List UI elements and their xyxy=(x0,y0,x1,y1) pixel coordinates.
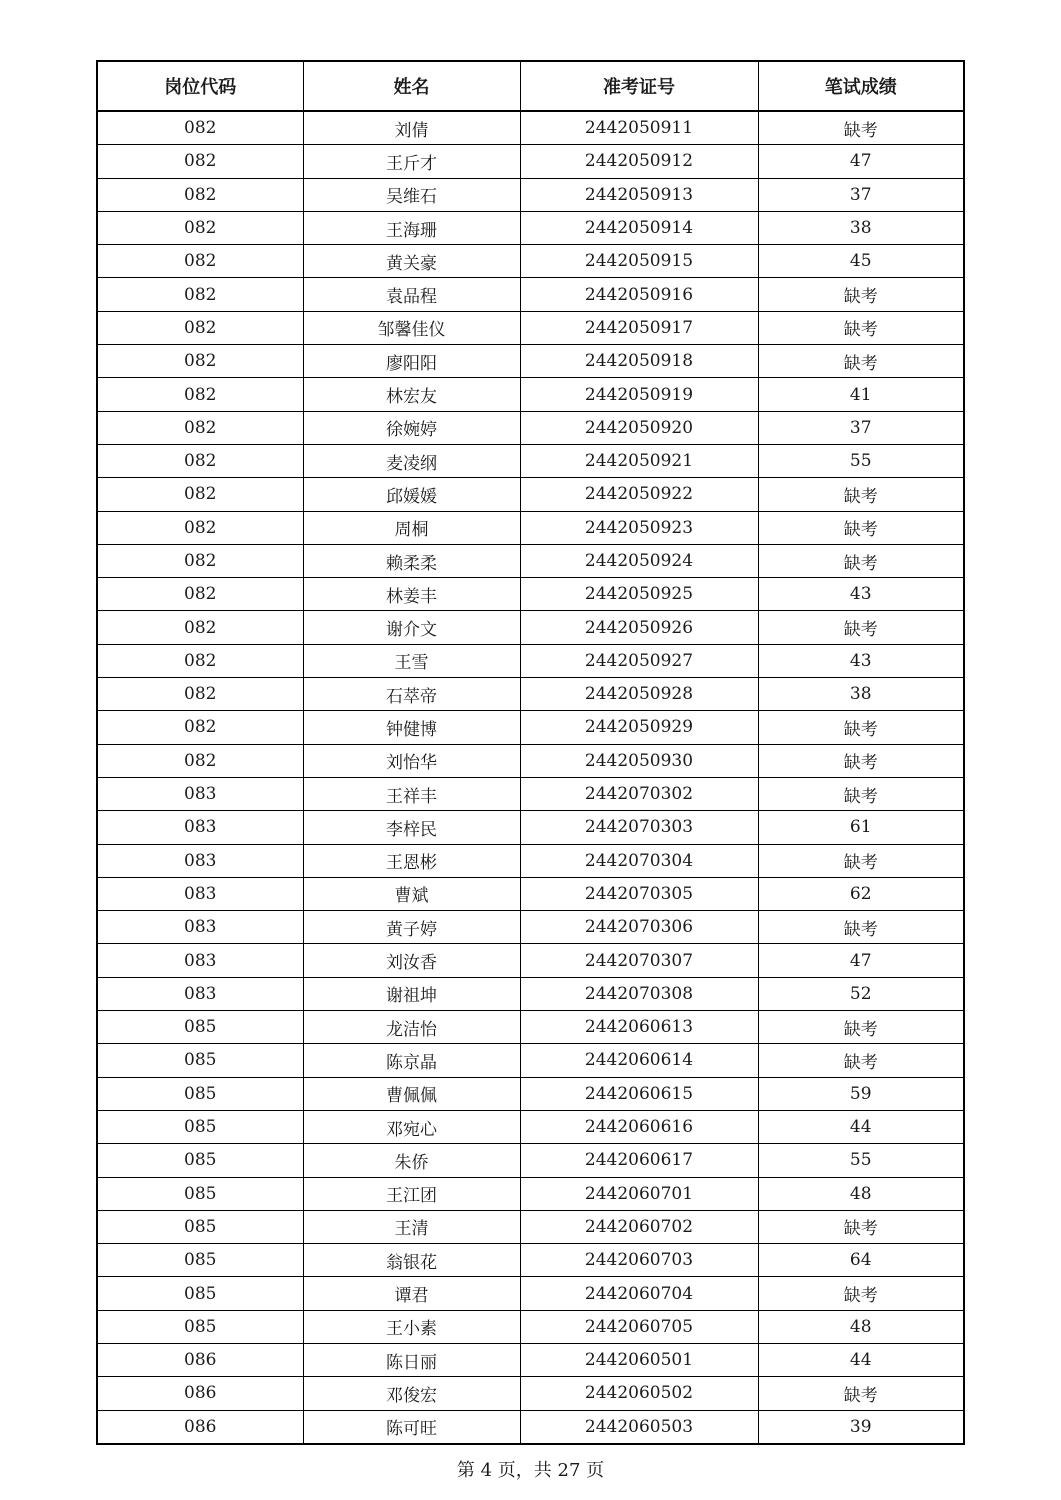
cell-position-code: 082 xyxy=(97,411,303,444)
cell-position-code: 086 xyxy=(97,1410,303,1444)
cell-name: 袁品程 xyxy=(303,278,520,311)
cell-exam-id: 2442060703 xyxy=(520,1244,758,1277)
cell-exam-id: 2442050919 xyxy=(520,378,758,411)
table-row xyxy=(97,877,964,910)
table-row xyxy=(97,611,964,644)
cell-position-code: 086 xyxy=(97,1343,303,1376)
cell-name: 曹斌 xyxy=(303,877,520,910)
table-row xyxy=(97,578,964,611)
cell-written-score: 47 xyxy=(758,944,964,977)
cell-position-code: 082 xyxy=(97,245,303,278)
table-header-row xyxy=(97,61,964,111)
cell-written-score: 缺考 xyxy=(758,611,964,644)
table-row xyxy=(97,1177,964,1210)
cell-exam-id: 2442060617 xyxy=(520,1144,758,1177)
cell-exam-id: 2442060616 xyxy=(520,1110,758,1143)
cell-exam-id: 2442050927 xyxy=(520,644,758,677)
cell-name: 王雪 xyxy=(303,644,520,677)
cell-position-code: 085 xyxy=(97,1177,303,1210)
cell-written-score: 45 xyxy=(758,245,964,278)
cell-position-code: 083 xyxy=(97,877,303,910)
cell-written-score: 缺考 xyxy=(758,1377,964,1410)
cell-position-code: 082 xyxy=(97,178,303,211)
cell-exam-id: 2442060614 xyxy=(520,1044,758,1077)
cell-exam-id: 2442050915 xyxy=(520,245,758,278)
table-row xyxy=(97,711,964,744)
cell-position-code: 083 xyxy=(97,944,303,977)
table-row xyxy=(97,1410,964,1444)
table-row xyxy=(97,844,964,877)
table-row xyxy=(97,245,964,278)
cell-name: 王清 xyxy=(303,1210,520,1243)
cell-position-code: 082 xyxy=(97,478,303,511)
table-row xyxy=(97,111,964,145)
cell-name: 王江团 xyxy=(303,1177,520,1210)
cell-name: 邱媛媛 xyxy=(303,478,520,511)
cell-exam-id: 2442050930 xyxy=(520,744,758,777)
cell-written-score: 37 xyxy=(758,411,964,444)
cell-name: 刘汝香 xyxy=(303,944,520,977)
cell-written-score: 44 xyxy=(758,1110,964,1143)
cell-exam-id: 2442050917 xyxy=(520,311,758,344)
table-row xyxy=(97,345,964,378)
cell-position-code: 085 xyxy=(97,1144,303,1177)
header-position-code: 岗位代码 xyxy=(97,61,303,111)
cell-written-score: 缺考 xyxy=(758,311,964,344)
cell-name: 刘倩 xyxy=(303,111,520,145)
cell-name: 赖柔柔 xyxy=(303,544,520,577)
cell-position-code: 082 xyxy=(97,611,303,644)
cell-exam-id: 2442050913 xyxy=(520,178,758,211)
cell-written-score: 缺考 xyxy=(758,345,964,378)
cell-written-score: 缺考 xyxy=(758,1210,964,1243)
table-row xyxy=(97,378,964,411)
table-row xyxy=(97,1144,964,1177)
cell-position-code: 082 xyxy=(97,711,303,744)
cell-exam-id: 2442050921 xyxy=(520,444,758,477)
cell-position-code: 082 xyxy=(97,511,303,544)
table-row xyxy=(97,1244,964,1277)
cell-written-score: 38 xyxy=(758,211,964,244)
cell-position-code: 082 xyxy=(97,744,303,777)
cell-position-code: 086 xyxy=(97,1377,303,1410)
cell-exam-id: 2442060701 xyxy=(520,1177,758,1210)
cell-exam-id: 2442070302 xyxy=(520,777,758,810)
table-row xyxy=(97,744,964,777)
header-exam-id: 准考证号 xyxy=(520,61,758,111)
cell-name: 吴维石 xyxy=(303,178,520,211)
table-row xyxy=(97,811,964,844)
table-row xyxy=(97,1377,964,1410)
table-row xyxy=(97,511,964,544)
cell-written-score: 47 xyxy=(758,145,964,178)
cell-name: 麦凌纲 xyxy=(303,444,520,477)
table-row xyxy=(97,145,964,178)
cell-exam-id: 2442050925 xyxy=(520,578,758,611)
cell-name: 钟健博 xyxy=(303,711,520,744)
cell-position-code: 083 xyxy=(97,977,303,1010)
cell-name: 周桐 xyxy=(303,511,520,544)
cell-exam-id: 2442060702 xyxy=(520,1210,758,1243)
cell-position-code: 082 xyxy=(97,644,303,677)
table-row xyxy=(97,444,964,477)
cell-exam-id: 2442050929 xyxy=(520,711,758,744)
cell-position-code: 082 xyxy=(97,111,303,145)
cell-written-score: 59 xyxy=(758,1077,964,1110)
cell-position-code: 082 xyxy=(97,345,303,378)
cell-name: 王恩彬 xyxy=(303,844,520,877)
cell-written-score: 缺考 xyxy=(758,1011,964,1044)
table-row xyxy=(97,211,964,244)
cell-exam-id: 2442060615 xyxy=(520,1077,758,1110)
cell-written-score: 55 xyxy=(758,1144,964,1177)
cell-position-code: 082 xyxy=(97,578,303,611)
cell-written-score: 48 xyxy=(758,1177,964,1210)
cell-written-score: 缺考 xyxy=(758,711,964,744)
cell-written-score: 缺考 xyxy=(758,744,964,777)
cell-name: 王祥丰 xyxy=(303,777,520,810)
cell-name: 翁银花 xyxy=(303,1244,520,1277)
cell-written-score: 缺考 xyxy=(758,544,964,577)
table-row xyxy=(97,644,964,677)
table-row xyxy=(97,178,964,211)
table-row xyxy=(97,1310,964,1343)
cell-position-code: 083 xyxy=(97,911,303,944)
table-row xyxy=(97,1343,964,1376)
cell-name: 谢祖坤 xyxy=(303,977,520,1010)
cell-exam-id: 2442070304 xyxy=(520,844,758,877)
table-body xyxy=(97,111,964,1444)
cell-written-score: 缺考 xyxy=(758,478,964,511)
cell-position-code: 082 xyxy=(97,278,303,311)
table-row xyxy=(97,411,964,444)
header-written-score: 笔试成绩 xyxy=(758,61,964,111)
cell-exam-id: 2442050916 xyxy=(520,278,758,311)
score-table xyxy=(96,60,965,1445)
cell-written-score: 缺考 xyxy=(758,777,964,810)
cell-exam-id: 2442050924 xyxy=(520,544,758,577)
cell-name: 王小素 xyxy=(303,1310,520,1343)
cell-exam-id: 2442050918 xyxy=(520,345,758,378)
table-row xyxy=(97,1011,964,1044)
table-row xyxy=(97,1277,964,1310)
header-name: 姓名 xyxy=(303,61,520,111)
cell-written-score: 43 xyxy=(758,578,964,611)
table-row xyxy=(97,278,964,311)
cell-position-code: 085 xyxy=(97,1277,303,1310)
cell-written-score: 48 xyxy=(758,1310,964,1343)
cell-exam-id: 2442050911 xyxy=(520,111,758,145)
cell-written-score: 缺考 xyxy=(758,844,964,877)
cell-exam-id: 2442050912 xyxy=(520,145,758,178)
table-row xyxy=(97,1210,964,1243)
cell-position-code: 085 xyxy=(97,1210,303,1243)
cell-exam-id: 2442070305 xyxy=(520,877,758,910)
table-row xyxy=(97,544,964,577)
cell-written-score: 55 xyxy=(758,444,964,477)
table-row xyxy=(97,777,964,810)
cell-name: 林姜丰 xyxy=(303,578,520,611)
cell-position-code: 082 xyxy=(97,211,303,244)
table-row xyxy=(97,911,964,944)
cell-written-score: 52 xyxy=(758,977,964,1010)
table-row xyxy=(97,311,964,344)
cell-position-code: 085 xyxy=(97,1110,303,1143)
cell-name: 徐婉婷 xyxy=(303,411,520,444)
cell-name: 曹佩佩 xyxy=(303,1077,520,1110)
cell-name: 谭君 xyxy=(303,1277,520,1310)
cell-written-score: 缺考 xyxy=(758,111,964,145)
cell-written-score: 62 xyxy=(758,877,964,910)
cell-written-score: 39 xyxy=(758,1410,964,1444)
cell-exam-id: 2442050914 xyxy=(520,211,758,244)
cell-position-code: 082 xyxy=(97,678,303,711)
cell-name: 李梓民 xyxy=(303,811,520,844)
cell-exam-id: 2442060502 xyxy=(520,1377,758,1410)
cell-position-code: 082 xyxy=(97,378,303,411)
cell-written-score: 缺考 xyxy=(758,1044,964,1077)
cell-name: 陈日丽 xyxy=(303,1343,520,1376)
cell-name: 陈可旺 xyxy=(303,1410,520,1444)
cell-exam-id: 2442070306 xyxy=(520,911,758,944)
cell-name: 石萃帝 xyxy=(303,678,520,711)
table-row xyxy=(97,1077,964,1110)
cell-written-score: 缺考 xyxy=(758,278,964,311)
cell-exam-id: 2442070308 xyxy=(520,977,758,1010)
cell-position-code: 085 xyxy=(97,1044,303,1077)
cell-exam-id: 2442050922 xyxy=(520,478,758,511)
cell-name: 林宏友 xyxy=(303,378,520,411)
cell-name: 刘怡华 xyxy=(303,744,520,777)
cell-exam-id: 2442070303 xyxy=(520,811,758,844)
cell-position-code: 082 xyxy=(97,311,303,344)
cell-written-score: 43 xyxy=(758,644,964,677)
cell-written-score: 61 xyxy=(758,811,964,844)
cell-name: 谢介文 xyxy=(303,611,520,644)
cell-exam-id: 2442060613 xyxy=(520,1011,758,1044)
cell-position-code: 085 xyxy=(97,1077,303,1110)
cell-written-score: 缺考 xyxy=(758,911,964,944)
cell-position-code: 085 xyxy=(97,1310,303,1343)
cell-position-code: 082 xyxy=(97,444,303,477)
table-row xyxy=(97,944,964,977)
cell-exam-id: 2442050920 xyxy=(520,411,758,444)
cell-position-code: 083 xyxy=(97,777,303,810)
cell-position-code: 082 xyxy=(97,544,303,577)
cell-exam-id: 2442060704 xyxy=(520,1277,758,1310)
cell-name: 邓俊宏 xyxy=(303,1377,520,1410)
cell-exam-id: 2442060705 xyxy=(520,1310,758,1343)
cell-name: 陈京晶 xyxy=(303,1044,520,1077)
cell-exam-id: 2442060503 xyxy=(520,1410,758,1444)
cell-position-code: 085 xyxy=(97,1244,303,1277)
cell-written-score: 64 xyxy=(758,1244,964,1277)
cell-exam-id: 2442050926 xyxy=(520,611,758,644)
table-row xyxy=(97,977,964,1010)
cell-written-score: 缺考 xyxy=(758,511,964,544)
cell-position-code: 083 xyxy=(97,811,303,844)
cell-written-score: 38 xyxy=(758,678,964,711)
table-row xyxy=(97,1110,964,1143)
cell-exam-id: 2442060501 xyxy=(520,1343,758,1376)
cell-written-score: 37 xyxy=(758,178,964,211)
cell-exam-id: 2442050928 xyxy=(520,678,758,711)
page-footer: 第 4 页，共 27 页 xyxy=(456,1460,605,1481)
cell-name: 朱侨 xyxy=(303,1144,520,1177)
cell-written-score: 缺考 xyxy=(758,1277,964,1310)
cell-exam-id: 2442070307 xyxy=(520,944,758,977)
cell-name: 龙洁怡 xyxy=(303,1011,520,1044)
cell-name: 邓宛心 xyxy=(303,1110,520,1143)
table-row xyxy=(97,1044,964,1077)
cell-position-code: 082 xyxy=(97,145,303,178)
cell-position-code: 085 xyxy=(97,1011,303,1044)
cell-name: 廖阳阳 xyxy=(303,345,520,378)
cell-name: 黄子婷 xyxy=(303,911,520,944)
cell-written-score: 41 xyxy=(758,378,964,411)
cell-name: 黄关豪 xyxy=(303,245,520,278)
cell-exam-id: 2442050923 xyxy=(520,511,758,544)
table-row xyxy=(97,678,964,711)
cell-name: 邹馨佳仪 xyxy=(303,311,520,344)
cell-name: 王斤才 xyxy=(303,145,520,178)
cell-written-score: 44 xyxy=(758,1343,964,1376)
table-row xyxy=(97,478,964,511)
cell-name: 王海珊 xyxy=(303,211,520,244)
cell-position-code: 083 xyxy=(97,844,303,877)
